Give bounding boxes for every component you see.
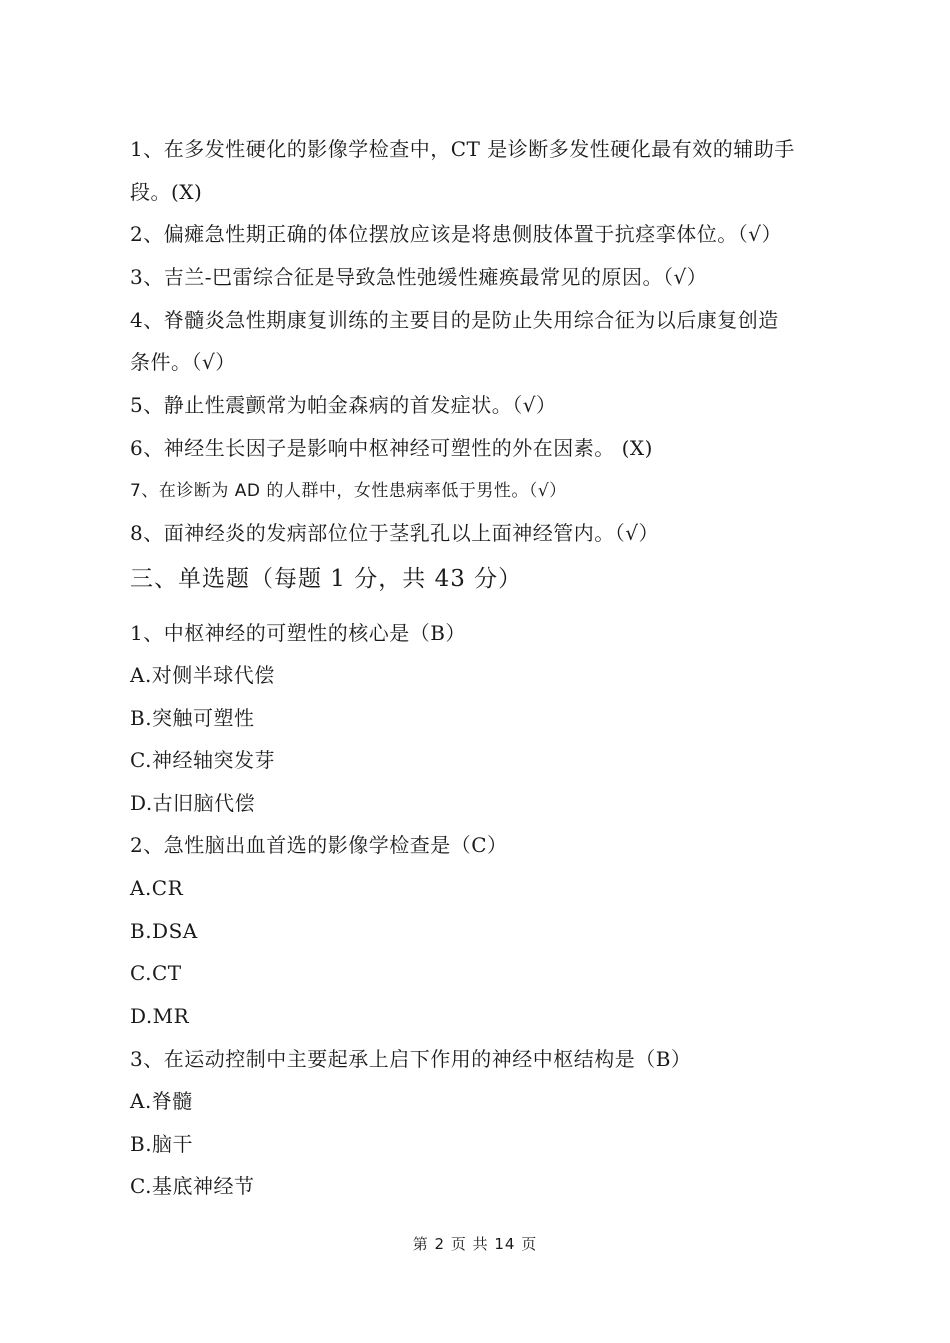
- question-1-option-a: A.对侧半球代偿: [130, 663, 275, 687]
- question-1-stem: 1、中枢神经的可塑性的核心是（B）: [130, 621, 466, 645]
- question-2-option-b: B.DSA: [130, 919, 198, 943]
- question-2-option-a: A.CR: [130, 876, 184, 900]
- question-2-option-c: C.CT: [130, 961, 182, 985]
- section-heading: 三、单选题（每题 1 分，共 43 分）: [130, 566, 523, 592]
- page-number-footer: 第 2 页 共 14 页: [412, 1235, 538, 1253]
- tf-item-4-line-2: 条件。（√）: [130, 350, 236, 374]
- tf-item-7: 7、在诊断为 AD 的人群中，女性患病率低于男性。（√）: [130, 481, 567, 501]
- tf-item-3: 3、吉兰-巴雷综合征是导致急性弛缓性瘫痪最常见的原因。（√）: [130, 265, 708, 289]
- question-3-stem: 3、在运动控制中主要起承上启下作用的神经中枢结构是（B）: [130, 1047, 692, 1071]
- tf-item-5: 5、静止性震颤常为帕金森病的首发症状。（√）: [130, 393, 557, 417]
- tf-item-8: 8、面神经炎的发病部位位于茎乳孔以上面神经管内。（√）: [130, 521, 659, 545]
- question-3-option-c: C.基底神经节: [130, 1174, 255, 1198]
- question-2-stem: 2、急性脑出血首选的影像学检查是（C）: [130, 833, 508, 857]
- question-1-option-b: B.突触可塑性: [130, 706, 255, 730]
- question-1-option-d: D.古旧脑代偿: [130, 791, 256, 815]
- tf-item-2: 2、偏瘫急性期正确的体位摆放应该是将患侧肢体置于抗痉挛体位。（√）: [130, 222, 782, 246]
- question-1-option-c: C.神经轴突发芽: [130, 748, 275, 772]
- tf-item-1-line-2: 段。(X): [130, 180, 203, 204]
- tf-item-6: 6、神经生长因子是影响中枢神经可塑性的外在因素。 (X): [130, 436, 653, 460]
- question-3-option-b: B.脑干: [130, 1132, 194, 1156]
- question-2-option-d: D.MR: [130, 1004, 190, 1028]
- tf-item-4-line-1: 4、脊髓炎急性期康复训练的主要目的是防止失用综合征为以后康复创造: [130, 308, 779, 332]
- tf-item-1-line-1: 1、在多发性硬化的影像学检查中，CT 是诊断多发性硬化最有效的辅助手: [130, 137, 795, 161]
- question-3-option-a: A.脊髓: [130, 1089, 193, 1113]
